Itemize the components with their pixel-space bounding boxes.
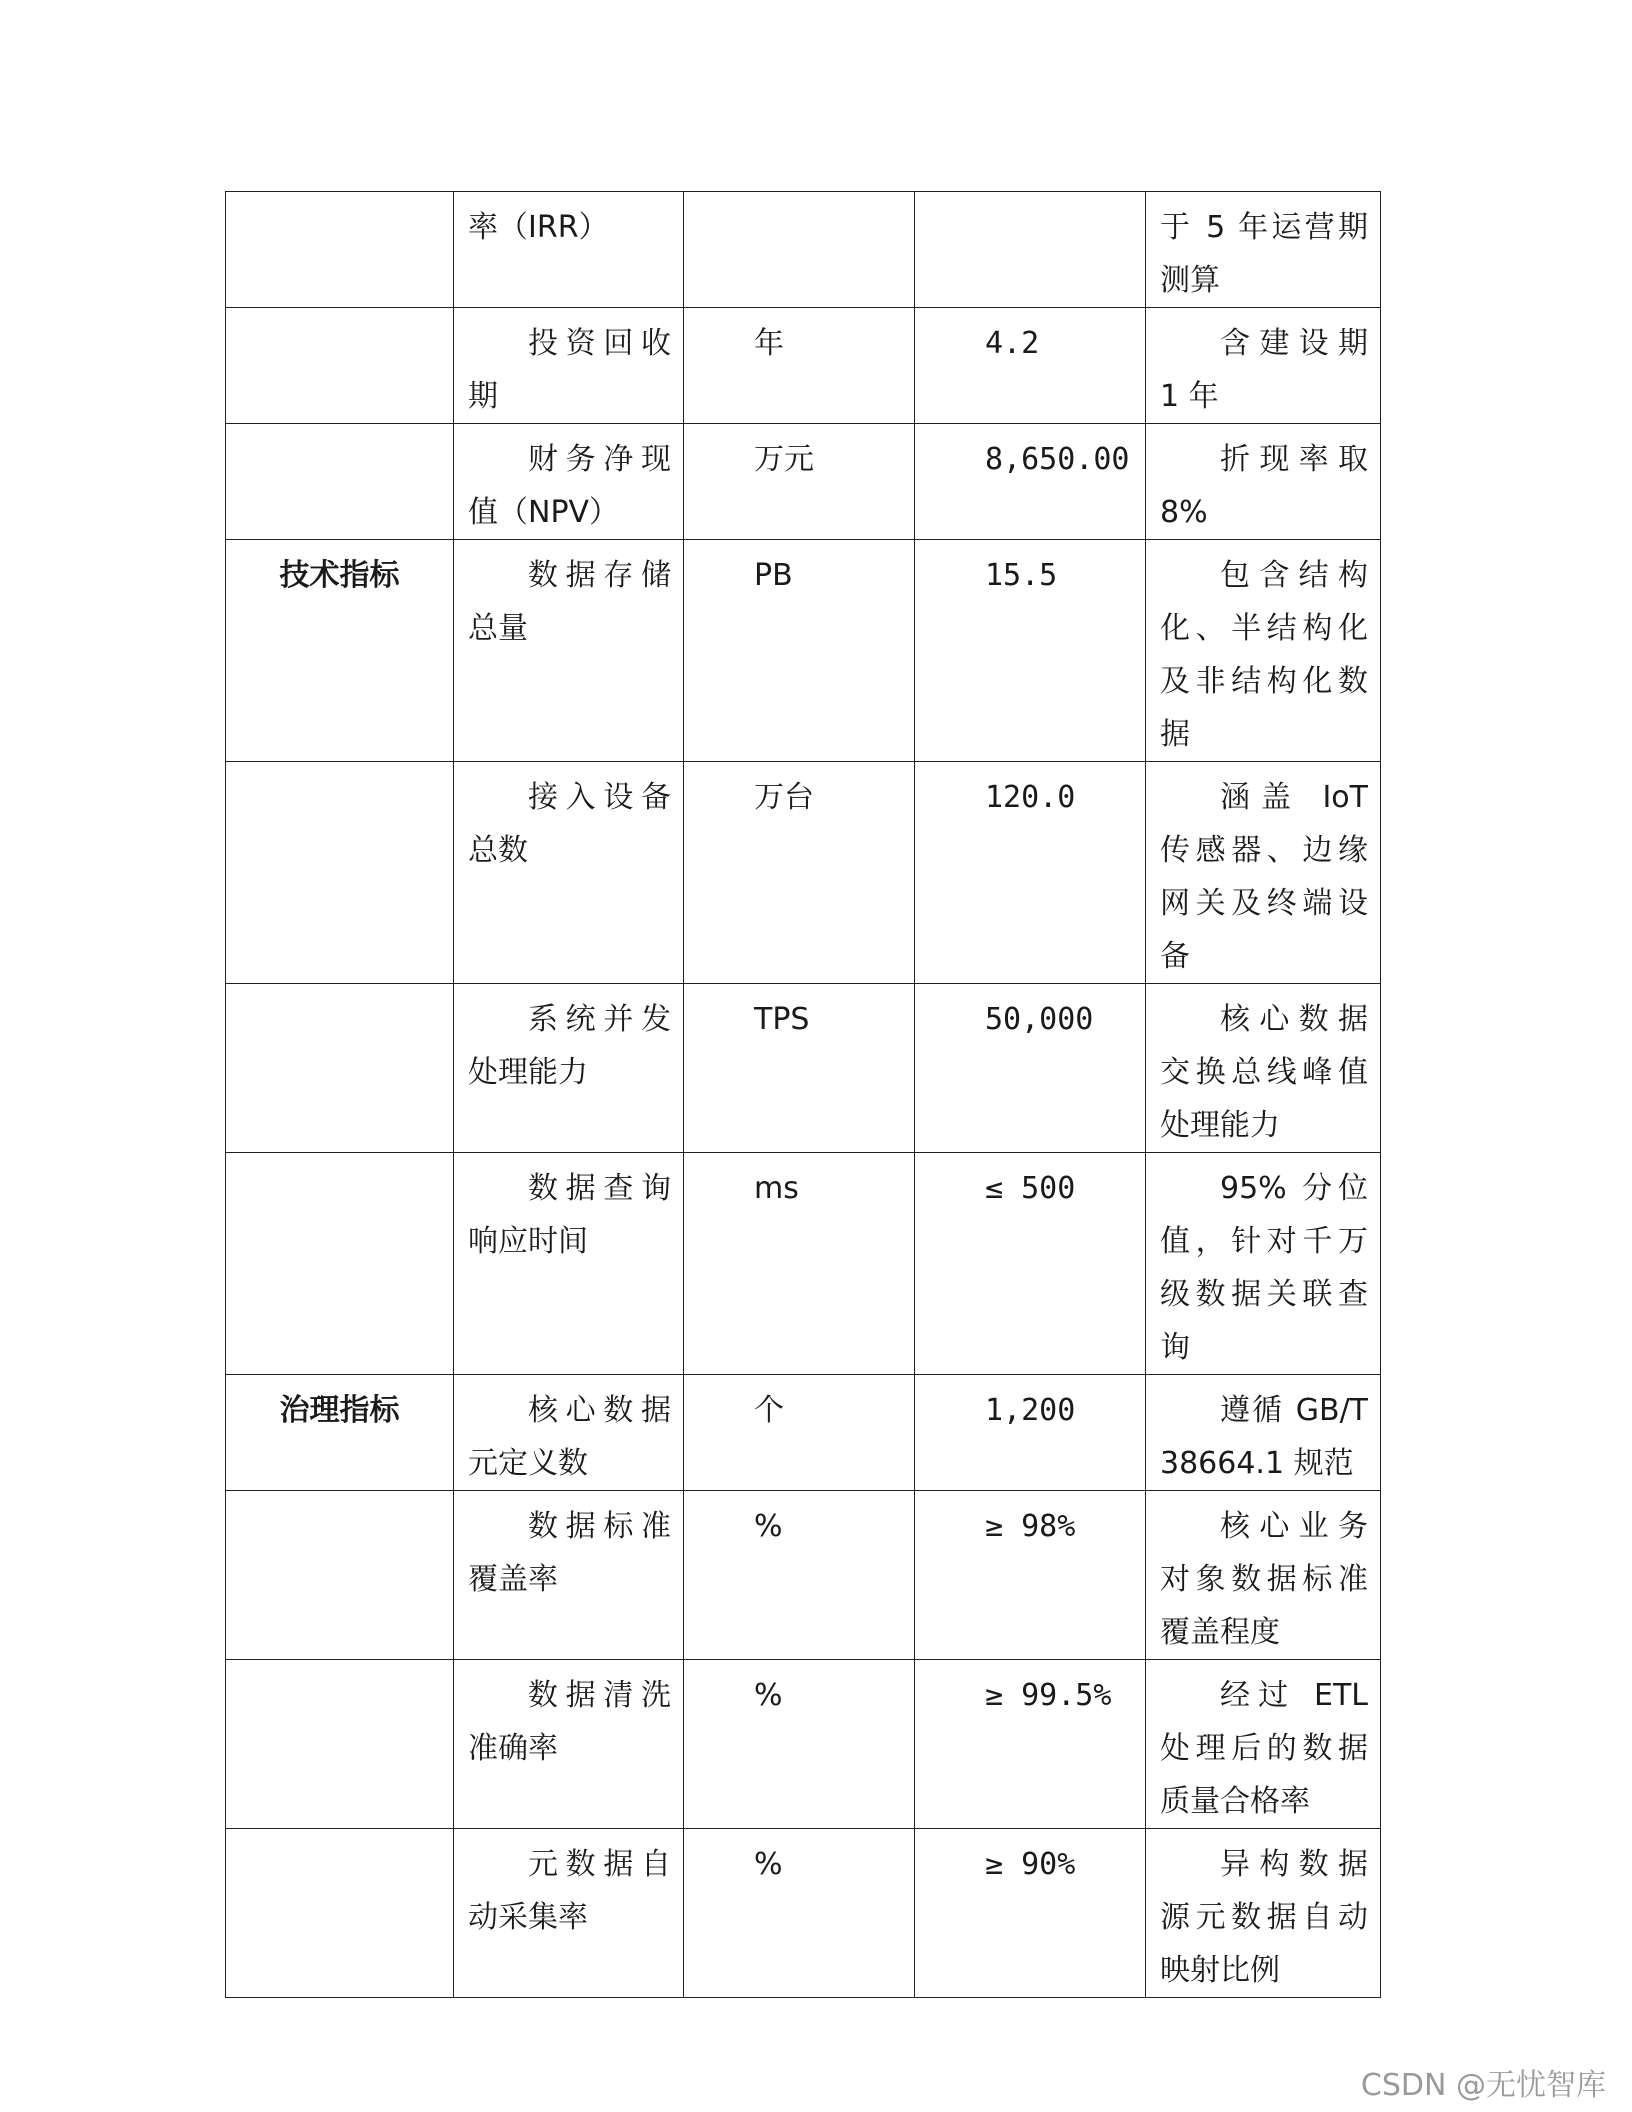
table-row (226, 984, 1381, 1153)
value-cell: 15.5 (915, 540, 1146, 762)
value-cell: 120.0 (915, 762, 1146, 984)
note-cell: 涵盖 IoT 传感器、边缘网关及终端设备 (1146, 762, 1381, 984)
table-row (226, 1491, 1381, 1660)
table-row (226, 1153, 1381, 1375)
category-cell (226, 1660, 454, 1829)
indicator-cell: 率（IRR） (454, 192, 684, 308)
value-cell: 8,650.00 (915, 424, 1146, 540)
note-cell: 异构数据源元数据自动映射比例 (1146, 1829, 1381, 1998)
indicator-cell: 投资回收期 (454, 308, 684, 424)
indicator-cell: 数据存储总量 (454, 540, 684, 762)
note-cell: 折现率取 8% (1146, 424, 1381, 540)
unit-cell: % (684, 1660, 915, 1829)
table-row (226, 1375, 1381, 1491)
unit-cell: 万台 (684, 762, 915, 984)
indicator-cell: 接入设备总数 (454, 762, 684, 984)
note-cell: 含建设期 1 年 (1146, 308, 1381, 424)
unit-cell: TPS (684, 984, 915, 1153)
category-cell (226, 308, 454, 424)
unit-cell: PB (684, 540, 915, 762)
table-row (226, 1660, 1381, 1829)
category-cell: 治理指标 (226, 1375, 454, 1491)
table-row (226, 540, 1381, 762)
unit-cell: 年 (684, 308, 915, 424)
note-cell: 核心数据交换总线峰值处理能力 (1146, 984, 1381, 1153)
value-cell (915, 192, 1146, 308)
value-cell: ≥ 99.5% (915, 1660, 1146, 1829)
indicator-cell: 数据标准覆盖率 (454, 1491, 684, 1660)
note-cell: 包含结构化、半结构化及非结构化数据 (1146, 540, 1381, 762)
category-cell (226, 192, 454, 308)
table-row (226, 308, 1381, 424)
note-cell: 于 5 年运营期测算 (1146, 192, 1381, 308)
category-cell (226, 762, 454, 984)
category-cell (226, 424, 454, 540)
indicator-table (225, 191, 1381, 1998)
indicator-cell: 数据清洗准确率 (454, 1660, 684, 1829)
table-row (226, 192, 1381, 308)
note-cell: 遵循 GB/T 38664.1 规范 (1146, 1375, 1381, 1491)
indicator-cell: 系统并发处理能力 (454, 984, 684, 1153)
unit-cell: ms (684, 1153, 915, 1375)
value-cell: 50,000 (915, 984, 1146, 1153)
unit-cell (684, 192, 915, 308)
value-cell: 4.2 (915, 308, 1146, 424)
note-cell: 经过 ETL 处理后的数据质量合格率 (1146, 1660, 1381, 1829)
unit-cell: 个 (684, 1375, 915, 1491)
table-row (226, 424, 1381, 540)
category-cell: 技术指标 (226, 540, 454, 762)
value-cell: 1,200 (915, 1375, 1146, 1491)
category-cell (226, 1153, 454, 1375)
indicator-cell: 数据查询响应时间 (454, 1153, 684, 1375)
indicator-cell: 核心数据元定义数 (454, 1375, 684, 1491)
indicator-cell: 元数据自动采集率 (454, 1829, 684, 1998)
unit-cell: % (684, 1829, 915, 1998)
indicator-cell: 财务净现值（NPV） (454, 424, 684, 540)
table-row (226, 1829, 1381, 1998)
category-cell (226, 1491, 454, 1660)
note-cell: 核心业务对象数据标准覆盖程度 (1146, 1491, 1381, 1660)
unit-cell: 万元 (684, 424, 915, 540)
category-cell (226, 984, 454, 1153)
unit-cell: % (684, 1491, 915, 1660)
watermark: CSDN @无忧智库 (1360, 2068, 1606, 2103)
value-cell: ≥ 90% (915, 1829, 1146, 1998)
table-row (226, 762, 1381, 984)
category-cell (226, 1829, 454, 1998)
value-cell: ≤ 500 (915, 1153, 1146, 1375)
note-cell: 95% 分位值，针对千万级数据关联查询 (1146, 1153, 1381, 1375)
value-cell: ≥ 98% (915, 1491, 1146, 1660)
